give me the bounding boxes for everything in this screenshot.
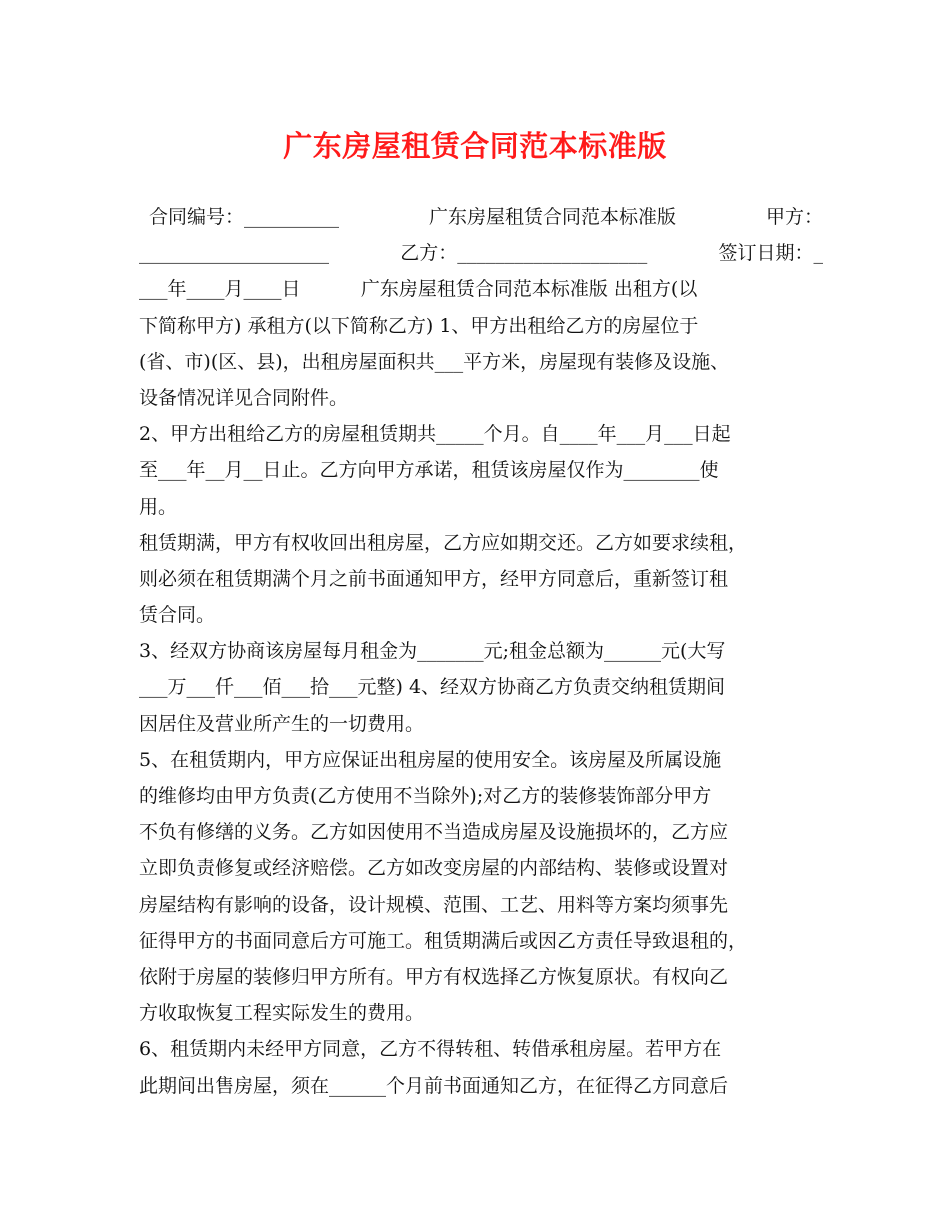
body-line: ___年____月____日 广东房屋租赁合同范本标准版 出租方(以 bbox=[139, 278, 698, 301]
party-a-label: 甲方： bbox=[765, 206, 823, 228]
body-line: 下简称甲方) 承租方(以下简称乙方) 1、甲方出租给乙方的房屋位于 bbox=[139, 314, 699, 337]
body-line: ___万___仟___佰___拾___元整) 4、经双方协商乙方负责交纳租赁期间 bbox=[139, 676, 726, 699]
body-line: 立即负责修复或经济赔偿。乙方如改变房屋的内部结构、装修或设置对 bbox=[139, 857, 729, 880]
body-line: 的维修均由甲方负责(乙方使用不当除外);对乙方的装修装饰部分甲方 bbox=[139, 785, 712, 807]
body-line: 房屋结构有影响的设备，设计规模、范围、工艺、用料等方案均须事先 bbox=[139, 893, 729, 916]
body-line: 因居住及营业所产生的一切费用。 bbox=[139, 712, 425, 735]
body-line: 方收取恢复工程实际发生的费用。 bbox=[139, 1002, 425, 1025]
body-line: 6、租赁期内未经甲方同意，乙方不得转租、转借承租房屋。若甲方在 bbox=[139, 1038, 722, 1061]
body-line: 此期间出售房屋，须在______个月前书面通知乙方，在征得乙方同意后 bbox=[139, 1074, 729, 1097]
body-line: 依附于房屋的装修归甲方所有。甲方有权选择乙方恢复原状。有权向乙 bbox=[139, 965, 729, 988]
contract-number-field: 合同编号：__________ bbox=[149, 206, 340, 228]
body-line: 用。 bbox=[139, 495, 178, 518]
body-line: 至___年__月__日止。乙方向甲方承诺，租赁该房屋仅作为________使 bbox=[139, 459, 719, 482]
body-line: 征得甲方的书面同意后方可施工。租赁期满后或因乙方责任导致退租的， bbox=[139, 929, 748, 952]
header-line-2 bbox=[139, 235, 823, 271]
body-line: 不负有修缮的义务。乙方如因使用不当造成房屋及设施损坏的，乙方应 bbox=[139, 821, 729, 844]
body-line: 设备情况详见合同附件。 bbox=[139, 386, 349, 409]
party-a-blank: ____________________ bbox=[139, 242, 329, 265]
body-line: (省、市)(区、县)，出租房屋面积共___平方米，房屋现有装修及设施、 bbox=[139, 350, 730, 373]
signing-date-label: 签订日期：_ bbox=[718, 242, 823, 265]
document-title: 广东房屋租赁合同范本标准版 bbox=[283, 129, 667, 163]
body-line: 3、经双方协商该房屋每月租金为_______元;租金总额为______元(大写 bbox=[139, 640, 726, 663]
party-b-field: 乙方：____________________ bbox=[400, 242, 648, 265]
body-line: 租赁期满，甲方有权收回出租房屋，乙方应如期交还。乙方如要求续租， bbox=[139, 531, 748, 554]
body-line: 赁合同。 bbox=[139, 604, 216, 627]
header-title-text: 广东房屋租赁合同范本标准版 bbox=[428, 206, 676, 228]
body-line: 2、甲方出租给乙方的房屋租赁期共_____个月。自____年___月___日起 bbox=[139, 423, 731, 446]
body-line: 5、在租赁期内，甲方应保证出租房屋的使用安全。该房屋及所属设施 bbox=[139, 748, 722, 771]
header-line-1 bbox=[139, 199, 823, 235]
body-line: 则必须在租赁期满个月之前书面通知甲方，经甲方同意后，重新签订租 bbox=[139, 567, 729, 590]
document-body bbox=[139, 199, 823, 1104]
